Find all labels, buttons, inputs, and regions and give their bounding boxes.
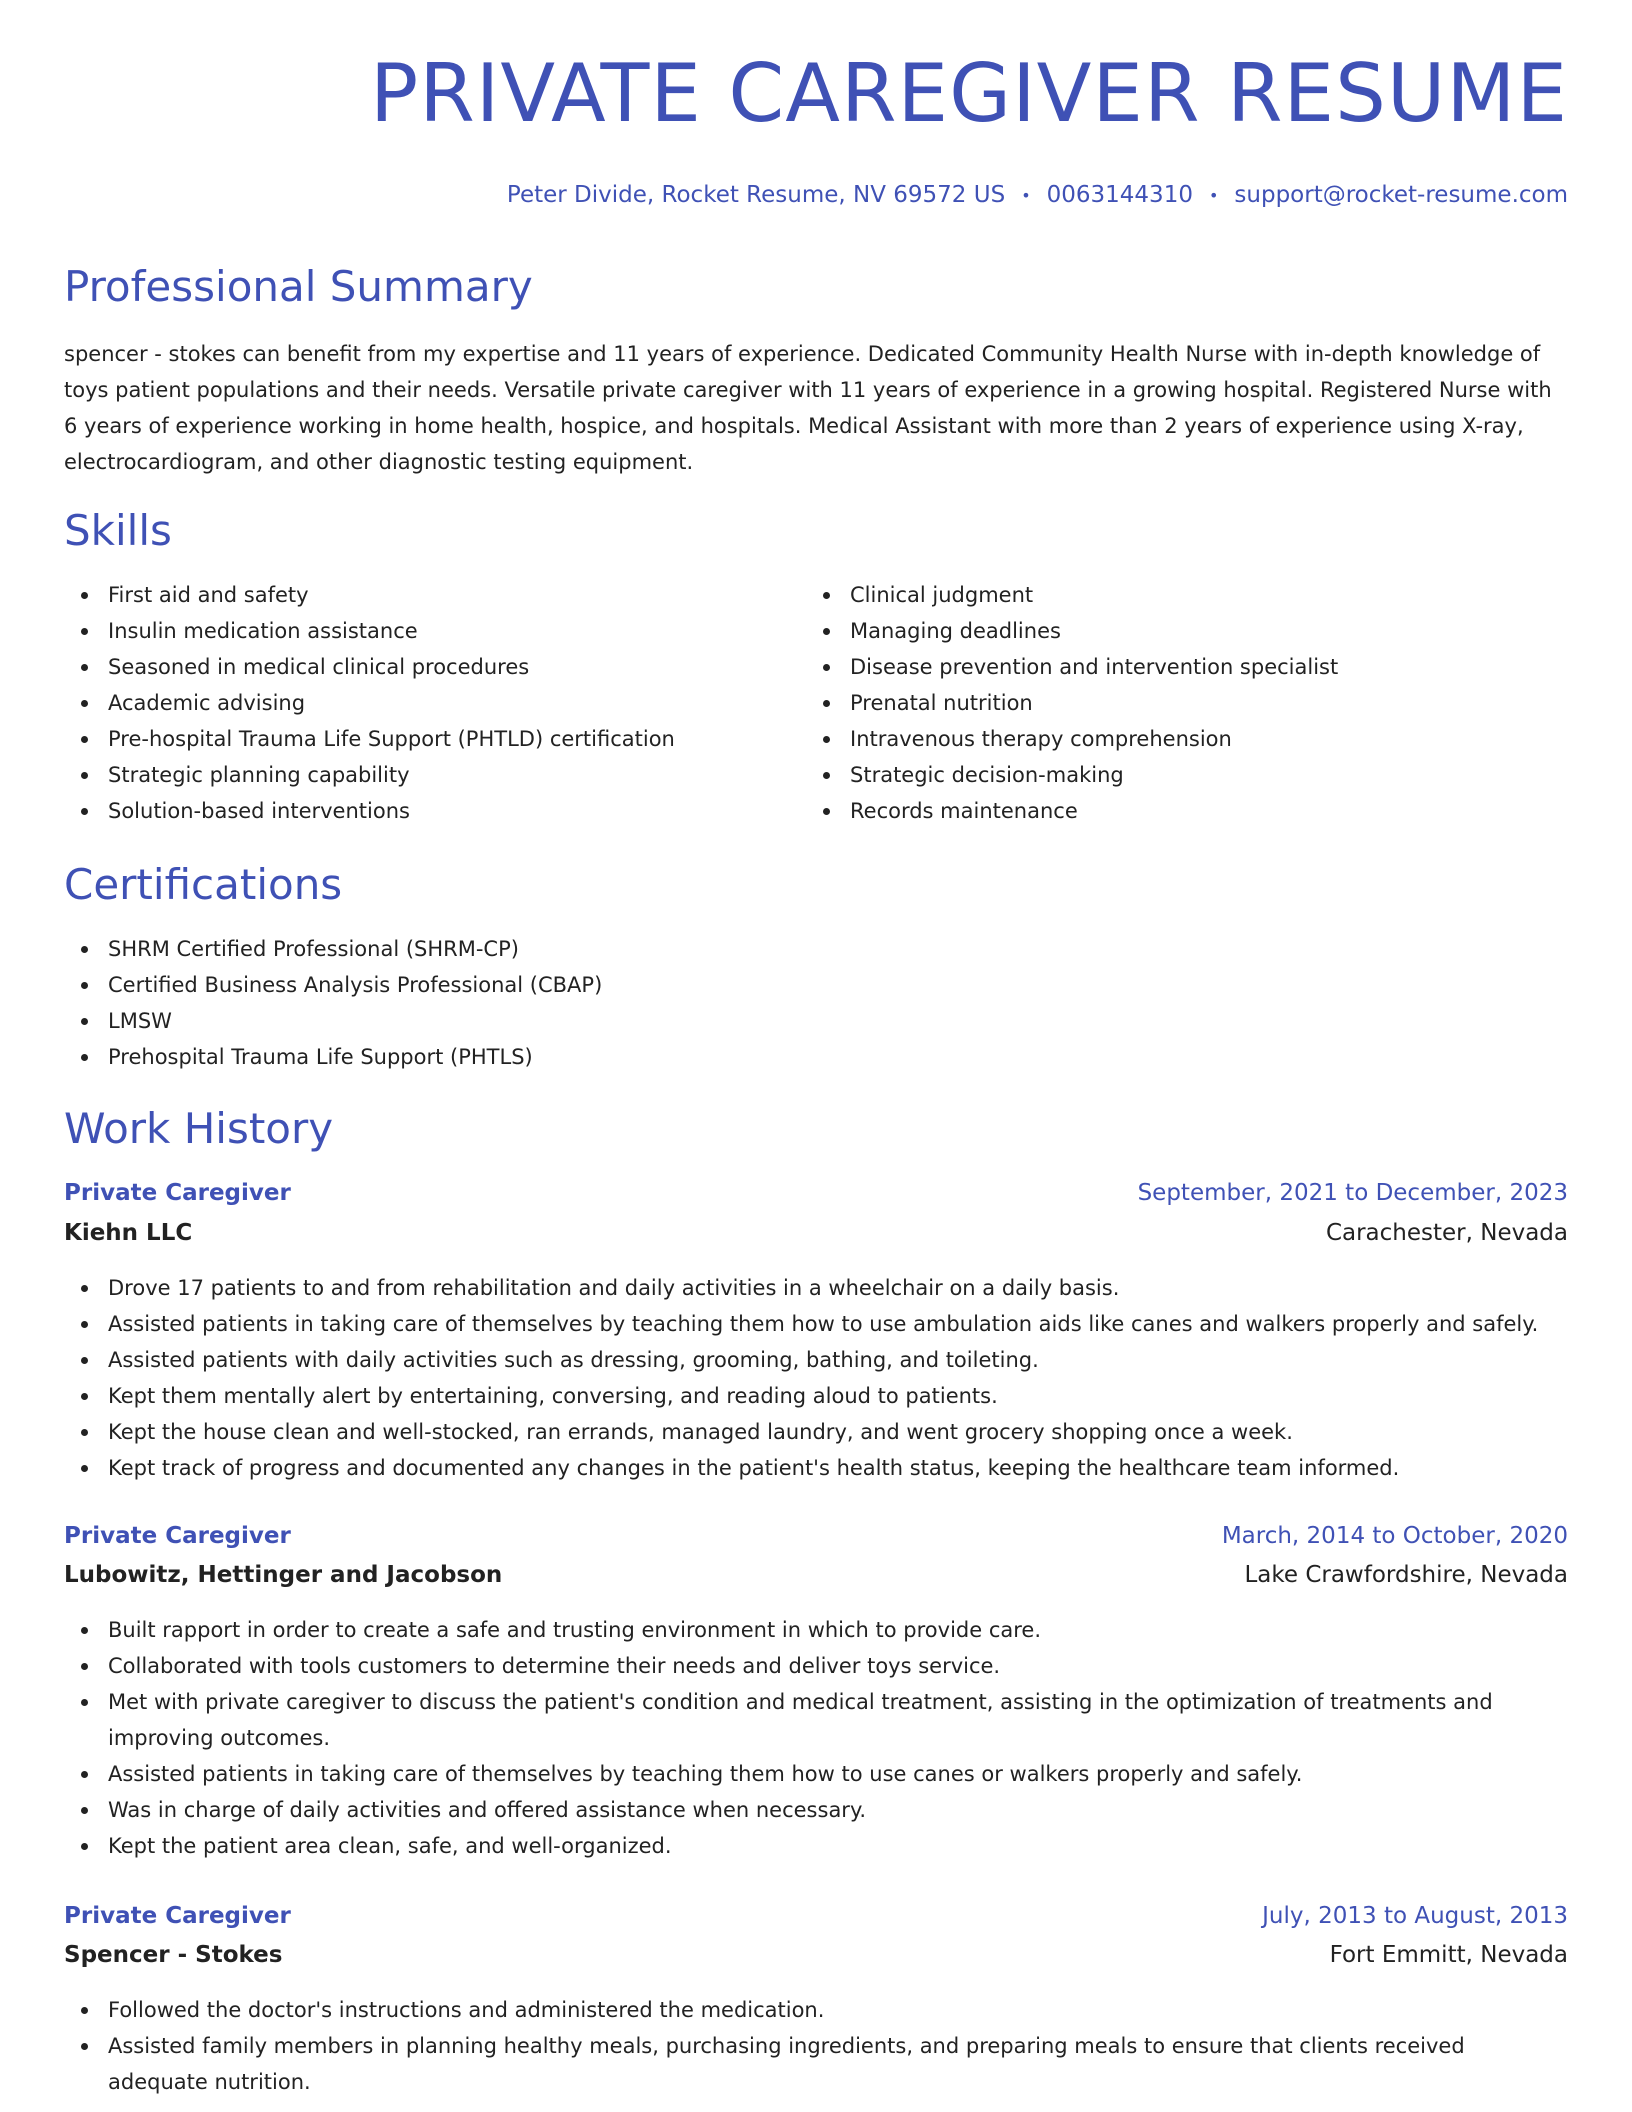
certification-item: SHRM Certified Professional (SHRM-CP) (108, 931, 1568, 967)
job-dates: September, 2021 to December, 2023 (1137, 1180, 1568, 1206)
job-dates: July, 2013 to August, 2013 (1262, 1903, 1568, 1929)
certification-item: Prehospital Trauma Life Support (PHTLS) (108, 1039, 1568, 1075)
skill-item: Disease prevention and intervention specialist (850, 649, 1610, 685)
skill-item: Records maintenance (850, 793, 1610, 829)
job-duty: Assisted family members in planning healthy meals, purchasing ingredients, and preparing meals to ensure that clients received adequate nutrition. (108, 2028, 1568, 2100)
work-history-heading: Work History (64, 1104, 334, 1153)
job-company: Kiehn LLC (64, 1220, 193, 1246)
skill-item: Clinical judgment (850, 577, 1610, 613)
skill-item: Solution-based interventions (108, 793, 808, 829)
certification-item: Certified Business Analysis Professional (CBAP) (108, 967, 1568, 1003)
job-duty: Kept track of progress and documented any changes in the patient's health status, keeping the healthcare team informed. (108, 1450, 1568, 1486)
job-duty: Was in charge of daily activities and offered assistance when necessary. (108, 1792, 1568, 1828)
job-duty: Met with private caregiver to discuss the patient's condition and medical treatment, assisting in the optimization of treatments and improving outcomes. (108, 1684, 1568, 1756)
job-duties-list (64, 1992, 1568, 2100)
certifications-heading: Certifications (64, 860, 343, 909)
skill-item: Seasoned in medical clinical procedures (108, 649, 808, 685)
skill-item: Pre-hospital Trauma Life Support (PHTLD) certification (108, 721, 808, 757)
summary-text: spencer - stokes can benefit from my expertise and 11 years of experience. Dedicated Community Health Nurse with in-depth knowledge of toys patient populations and their needs. Versatile private caregiver with 11 years of experience in a growing hospital. Registered Nurse with 6 years of experience working in home health, hospice, and hospitals. Medical Assistant with more than 2 years of experience using X-ray, electrocardiogram, and other diagnostic testing equipment. (64, 342, 1552, 474)
job-duty: Kept the patient area clean, safe, and well-organized. (108, 1828, 1568, 1864)
job-duty: Drove 17 patients to and from rehabilitation and daily activities in a wheelchair on a daily basis. (108, 1270, 1568, 1306)
job-location: Fort Emmitt, Nevada (1329, 1942, 1568, 1968)
resume-title: PRIVATE CAREGIVER RESUME (369, 47, 1568, 140)
contact-line (507, 182, 1568, 208)
contact-address: Peter Divide, Rocket Resume, NV 69572 US (506, 182, 1006, 208)
job-duty: Kept the house clean and well-stocked, ran errands, managed laundry, and went grocery shopping once a week. (108, 1414, 1568, 1450)
job-duty: Built rapport in order to create a safe and trusting environment in which to provide care. (108, 1612, 1568, 1648)
skill-item: Prenatal nutrition (850, 685, 1610, 721)
skill-item: Strategic planning capability (108, 757, 808, 793)
skill-item: Strategic decision-making (850, 757, 1610, 793)
contact-email: support@rocket-resume.com (1234, 182, 1568, 208)
contact-separator: • (1208, 185, 1219, 205)
skill-item: Insulin medication assistance (108, 613, 808, 649)
job-duty: Collaborated with tools customers to determine their needs and deliver toys service. (108, 1648, 1568, 1684)
skills-heading: Skills (64, 506, 172, 555)
job-location: Carachester, Nevada (1325, 1220, 1568, 1246)
job-duty: Assisted patients in taking care of themselves by teaching them how to use ambulation aids like canes and walkers properly and safely. (108, 1306, 1568, 1342)
job-company: Lubowitz, Hettinger and Jacobson (64, 1562, 503, 1588)
job-duty: Assisted patients with daily activities such as dressing, grooming, bathing, and toileting. (108, 1342, 1568, 1378)
skills-list-left (64, 577, 808, 829)
job-title: Private Caregiver (64, 1180, 291, 1206)
job-duties-list (64, 1612, 1568, 1864)
skill-item: Intravenous therapy comprehension (850, 721, 1610, 757)
job-title: Private Caregiver (64, 1903, 291, 1929)
contact-separator: • (1021, 185, 1031, 205)
summary-heading: Professional Summary (64, 262, 533, 311)
job-duties-list (64, 1270, 1568, 1486)
job-location: Lake Crawfordshire, Nevada (1244, 1562, 1568, 1588)
job-duty: Assisted patients in taking care of themselves by teaching them how to use canes or walkers properly and safely. (108, 1756, 1568, 1792)
skill-item: First aid and safety (108, 577, 808, 613)
certifications-list (64, 931, 1568, 1075)
job-duty: Kept them mentally alert by entertaining, conversing, and reading aloud to patients. (108, 1378, 1568, 1414)
job-company: Spencer - Stokes (64, 1942, 283, 1968)
job-title: Private Caregiver (64, 1523, 291, 1549)
job-duty: Followed the doctor's instructions and administered the medication. (108, 1992, 1568, 2028)
skill-item: Academic advising (108, 685, 808, 721)
skills-list-right (806, 577, 1610, 829)
job-dates: March, 2014 to October, 2020 (1221, 1523, 1568, 1549)
skill-item: Managing deadlines (850, 613, 1610, 649)
certification-item: LMSW (108, 1003, 1568, 1039)
contact-phone: 0063144310 (1046, 182, 1193, 208)
